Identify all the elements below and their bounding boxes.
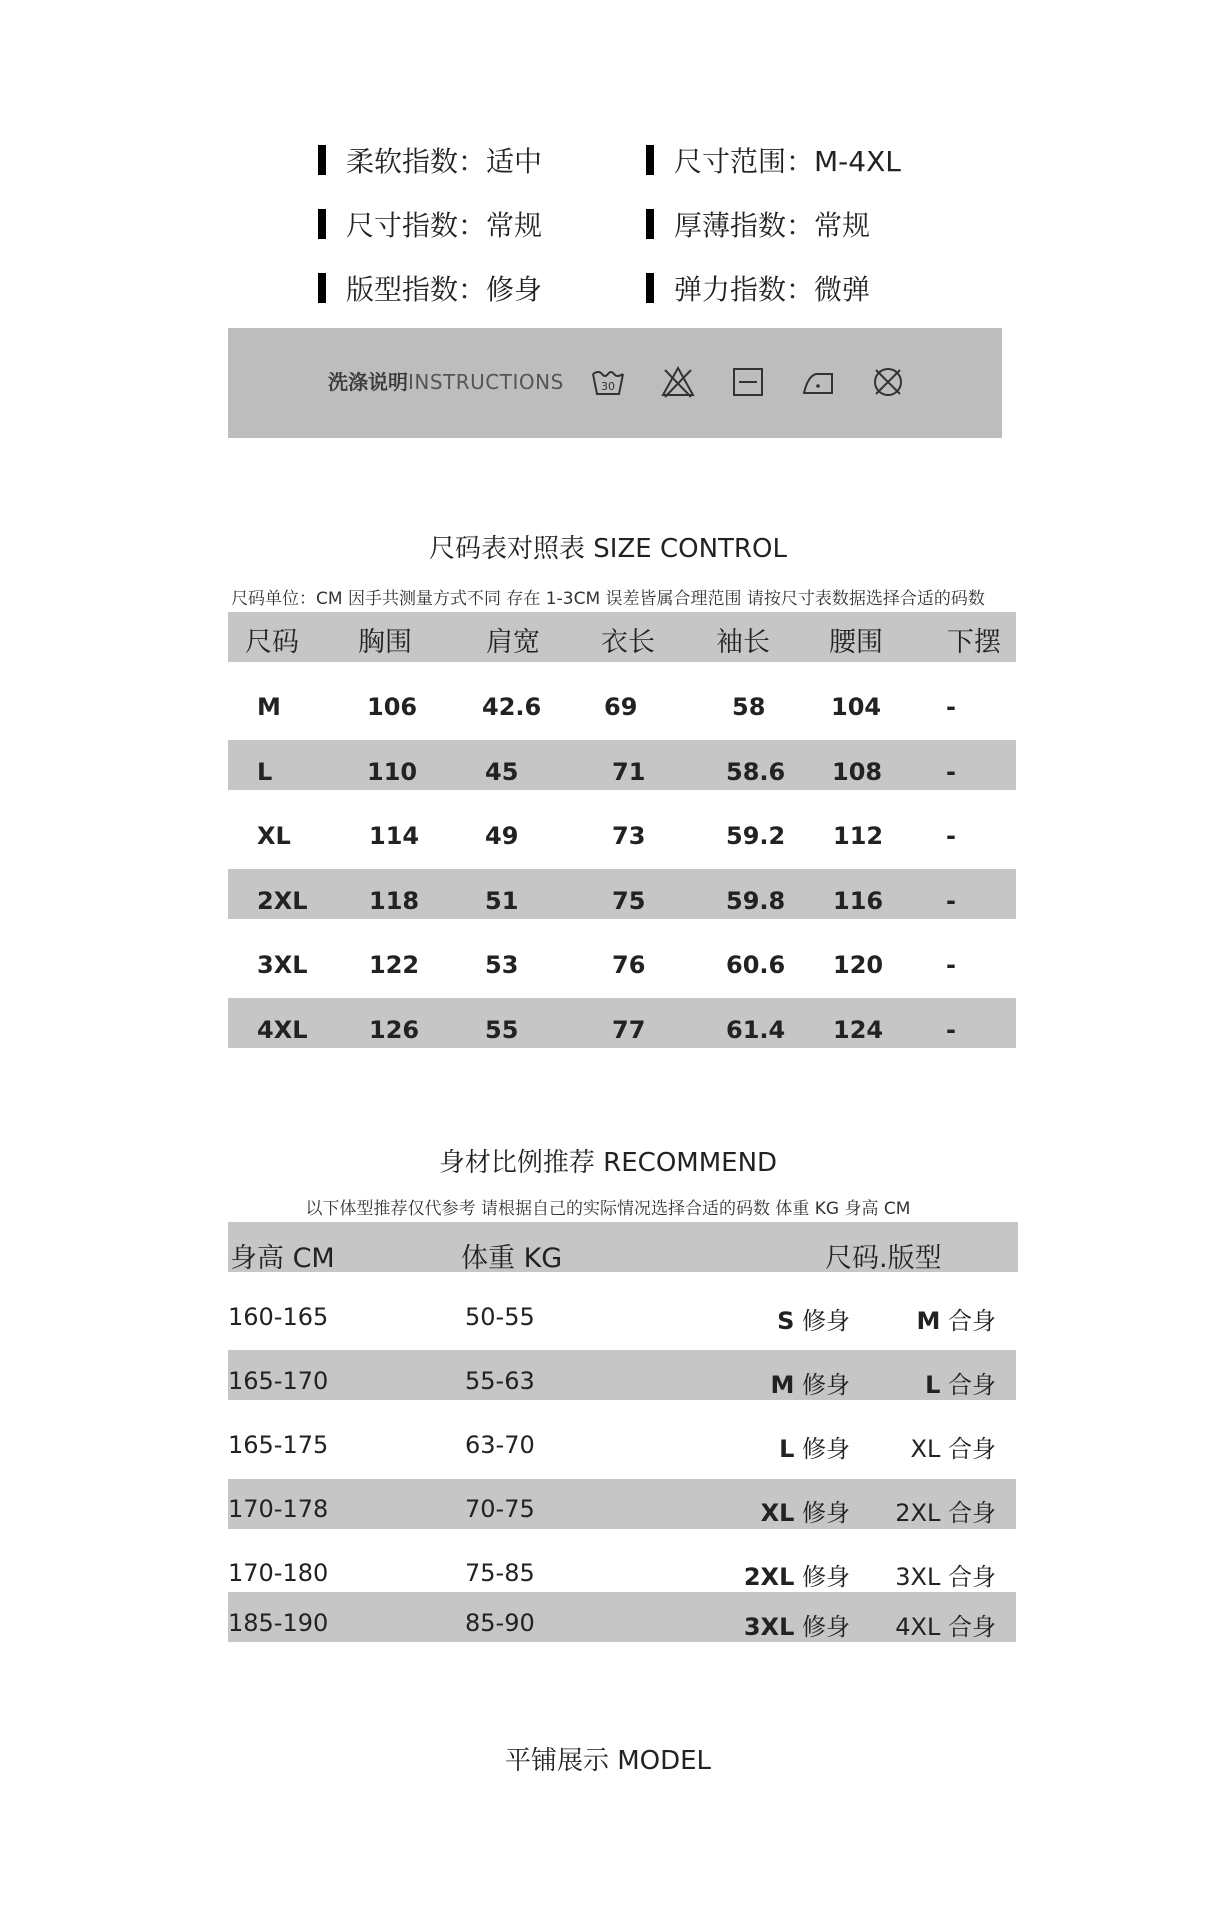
recommend-row-band — [228, 1350, 1016, 1400]
recommend-header-weight: 体重 KG — [461, 1243, 563, 1274]
size-cell: - — [946, 758, 956, 786]
recommend-slim-size: 2XL — [743, 1563, 795, 1591]
recommend-slim-size: S — [777, 1307, 795, 1335]
bullet-bar — [318, 273, 326, 303]
recommend-fit — [911, 1429, 996, 1464]
size-cell: 51 — [485, 887, 519, 915]
recommend-height: 160-165 — [228, 1303, 329, 1331]
recommend-header-height: 身高 CM — [230, 1243, 335, 1274]
attribute-label: 尺寸指数：常规 — [346, 209, 543, 242]
attribute-label: 弹力指数：微弹 — [674, 273, 871, 306]
recommend-height: 185-190 — [228, 1609, 329, 1637]
recommend-weight: 55-63 — [465, 1367, 535, 1395]
recommend-fit-label: 合身 — [948, 1435, 996, 1463]
recommend-height: 165-175 — [228, 1431, 329, 1459]
recommend-fit-label: 合身 — [948, 1499, 996, 1527]
size-cell: 124 — [833, 1016, 884, 1044]
bullet-bar — [646, 209, 654, 239]
recommend-slim — [777, 1301, 850, 1336]
recommend-slim-size: 3XL — [743, 1613, 795, 1641]
recommend-height: 165-170 — [228, 1367, 329, 1395]
recommend-fit-size: XL — [910, 1435, 941, 1463]
iron-icon — [800, 364, 836, 400]
attribute-label: 柔软指数：适中 — [346, 145, 543, 178]
wash-temp: 30 — [601, 380, 615, 393]
washing-instructions-strip — [228, 328, 1002, 438]
size-cell: 75 — [612, 887, 646, 915]
size-cell: - — [946, 951, 956, 979]
size-cell: 122 — [369, 951, 420, 979]
size-cell: 73 — [612, 822, 646, 850]
attribute-thickness — [646, 204, 870, 244]
size-table-title: 尺码表对照表 SIZE CONTROL — [429, 534, 787, 564]
recommend-header-size: 尺码.版型 — [825, 1243, 942, 1274]
size-cell: 104 — [831, 693, 882, 721]
attribute-size-index — [318, 204, 542, 244]
recommend-fit-size: L — [925, 1371, 941, 1399]
bullet-bar — [318, 145, 326, 175]
recommend-height: 170-178 — [228, 1495, 329, 1523]
wash-30-icon — [590, 364, 626, 400]
recommend-note: 以下体型推荐仅代参考 请根据自己的实际情况选择合适的码数 体重 KG 身高 CM — [305, 1199, 911, 1219]
attribute-fit — [318, 268, 542, 308]
size-cell: 55 — [485, 1016, 519, 1044]
size-header-hem: 下摆 — [947, 627, 1001, 658]
size-cell: 59.8 — [726, 887, 786, 915]
size-cell: 3XL — [257, 951, 308, 979]
size-cell: - — [946, 1016, 956, 1044]
size-cell: 108 — [832, 758, 883, 786]
recommend-fit-size: M — [916, 1307, 941, 1335]
attribute-label: 版型指数：修身 — [346, 273, 543, 306]
recommend-slim-label: 修身 — [802, 1307, 850, 1335]
attribute-size-range — [646, 140, 901, 180]
size-cell: 42.6 — [482, 693, 542, 721]
size-cell: 58 — [732, 693, 766, 721]
size-cell: - — [946, 822, 956, 850]
recommend-weight: 85-90 — [465, 1609, 535, 1637]
recommend-slim — [779, 1429, 850, 1464]
recommend-weight: 75-85 — [465, 1559, 535, 1587]
washing-label-cn: 洗涤说明 — [328, 370, 408, 394]
size-cell: 114 — [369, 822, 420, 850]
attribute-softness — [318, 140, 542, 180]
bullet-bar — [318, 209, 326, 239]
size-cell: L — [257, 758, 273, 786]
recommend-fit-label: 合身 — [948, 1307, 996, 1335]
attribute-elasticity — [646, 268, 870, 308]
recommend-title: 身材比例推荐 RECOMMEND — [438, 1148, 778, 1178]
recommend-height: 170-180 — [228, 1559, 329, 1587]
size-header-size: 尺码 — [245, 627, 299, 658]
washing-label-en: INSTRUCTIONS — [408, 370, 564, 394]
size-cell: 112 — [833, 822, 884, 850]
recommend-slim-label: 修身 — [802, 1499, 850, 1527]
no-tumble-dry-icon — [870, 364, 906, 400]
size-cell: - — [946, 693, 956, 721]
bullet-bar — [646, 145, 654, 175]
recommend-fit-label: 合身 — [948, 1613, 996, 1641]
size-cell: 106 — [367, 693, 418, 721]
size-header-length: 衣长 — [601, 627, 655, 658]
size-header-waist: 腰围 — [829, 627, 883, 658]
size-header-sleeve: 袖长 — [716, 627, 770, 658]
recommend-fit-label: 合身 — [948, 1563, 996, 1591]
recommend-fit-size: 2XL — [895, 1499, 941, 1527]
recommend-slim-size: L — [779, 1435, 795, 1463]
no-bleach-icon — [660, 364, 696, 400]
size-cell: 71 — [612, 758, 646, 786]
size-cell: - — [946, 887, 956, 915]
recommend-slim — [744, 1607, 850, 1642]
size-cell: 58.6 — [726, 758, 786, 786]
size-cell: M — [257, 693, 281, 721]
size-cell: 60.6 — [726, 951, 786, 979]
recommend-fit-size: 4XL — [895, 1613, 941, 1641]
size-cell: 126 — [369, 1016, 420, 1044]
size-table-note: 尺码单位：CM 因手共测量方式不同 存在 1-3CM 误差皆属合理范围 请按尺寸表数据选择合适的码数 — [231, 589, 985, 609]
recommend-slim-size: XL — [760, 1499, 795, 1527]
size-cell: 45 — [485, 758, 519, 786]
washing-label — [328, 366, 564, 395]
recommend-fit-label: 合身 — [948, 1371, 996, 1399]
recommend-slim-label: 修身 — [802, 1563, 850, 1591]
size-cell: 2XL — [257, 887, 308, 915]
size-cell: 49 — [485, 822, 519, 850]
size-cell: 76 — [612, 951, 646, 979]
recommend-fit — [925, 1365, 996, 1400]
size-cell: 4XL — [257, 1016, 308, 1044]
dry-flat-icon — [730, 364, 766, 400]
size-cell: 116 — [833, 887, 884, 915]
model-title: 平铺展示 MODEL — [504, 1746, 712, 1776]
recommend-slim — [761, 1493, 850, 1528]
recommend-fit — [895, 1557, 996, 1592]
size-cell: 61.4 — [726, 1016, 786, 1044]
recommend-slim-size: M — [770, 1371, 795, 1399]
attribute-label: 尺寸范围：M-4XL — [674, 145, 901, 178]
size-cell: 120 — [833, 951, 884, 979]
size-header-chest: 胸围 — [358, 627, 412, 658]
size-cell: 118 — [369, 887, 420, 915]
recommend-weight: 63-70 — [465, 1431, 535, 1459]
recommend-slim-label: 修身 — [802, 1371, 850, 1399]
size-cell: 59.2 — [726, 822, 786, 850]
recommend-fit — [916, 1301, 996, 1336]
bullet-bar — [646, 273, 654, 303]
recommend-slim-label: 修身 — [802, 1613, 850, 1641]
recommend-fit — [895, 1607, 996, 1642]
recommend-fit — [895, 1493, 996, 1528]
size-header-shoulder: 肩宽 — [486, 627, 540, 658]
size-cell: 53 — [485, 951, 519, 979]
recommend-fit-size: 3XL — [895, 1563, 941, 1591]
recommend-slim — [744, 1557, 850, 1592]
size-cell: 69 — [604, 693, 638, 721]
recommend-slim-label: 修身 — [802, 1435, 850, 1463]
size-cell: 110 — [367, 758, 418, 786]
recommend-weight: 50-55 — [465, 1303, 535, 1331]
size-cell: 77 — [612, 1016, 646, 1044]
attribute-label: 厚薄指数：常规 — [674, 209, 871, 242]
size-cell: XL — [257, 822, 291, 850]
recommend-weight: 70-75 — [465, 1495, 535, 1523]
recommend-slim — [770, 1365, 850, 1400]
